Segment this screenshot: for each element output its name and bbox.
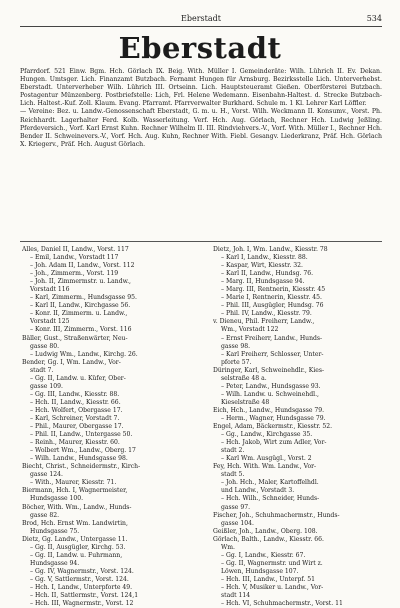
resident-entry-line: Fey, Hch. With. Wm. Landw., Vor- — [213, 463, 317, 471]
resident-entry-line: – Gg. II, Landw. u. Küfer, Ober- — [30, 374, 126, 382]
resident-entry-line: Brod, Hch. Ernst Wm. Landwirtin, — [22, 519, 128, 527]
resident-entry-line: – Karl, Schreiner, Vorstadt 7. — [30, 414, 120, 422]
resident-entry-line: – Hch. Jakob, Wirt zum Adler, Vor- — [221, 439, 327, 447]
resident-entry-line: – Gg. II, Wagnermstr. und Wirt z. — [221, 559, 323, 567]
resident-entry-line: gasse 124. — [30, 471, 63, 479]
resident-entry-line: – Gg. III, Landw., Kiesstr. 88. — [30, 390, 120, 398]
resident-entry-line: gasse 109. — [30, 382, 63, 390]
resident-entry-line: gasse 82. — [30, 511, 60, 519]
resident-entry-line: Görlach, Balth., Landw., Kiesstr. 66. — [213, 535, 324, 543]
resident-entry-line: gasse 97. — [221, 503, 251, 511]
resident-entry-line: – Phil., Maurer, Obergasse 17. — [30, 423, 124, 431]
resident-entry-line: – Joh. Hch., Maler, Kartoffelhdl. — [221, 479, 319, 487]
resident-entry-line: – Hch. II, Landw., Kiesstr. 66. — [30, 398, 121, 406]
resident-entry-line: – Marg. III, Rentnerin, Kiesstr. 45 — [221, 286, 326, 294]
resident-entry-line: – Reinh., Maurer, Kiesstr. 60. — [30, 439, 120, 447]
resident-entry-line: – Gg. IV, Wagnermstr., Vorst. 124. — [30, 567, 134, 575]
resident-entry-line: – Karl, Zimmerm., Hundsgasse 95. — [30, 294, 137, 302]
resident-entry-line: stadt 5. — [221, 471, 245, 479]
resident-entry-line: – Hch. VI, Schuhmachermstr., Vorst. 11 — [221, 600, 343, 608]
resident-entry-line: – With., Maurer, Kiesstr. 71. — [30, 479, 117, 487]
resident-entry-line: – Konr. II, Zimmerm. u. Landw., — [30, 310, 128, 318]
resident-entry-line: – Joh. Adam II, Landw., Vorst. 112 — [30, 262, 135, 270]
resident-entry-line: Dietz, Gg. Landw., Untergasse 11. — [22, 535, 128, 543]
page-number: 534 — [366, 14, 382, 23]
resident-entry-line: Hundsgasse 75. — [30, 527, 80, 535]
resident-entry-line: – Gg. II, Ausgügler, Kirchg. 53. — [30, 543, 126, 551]
resident-entry-line: – Hch. Wilh., Schneider, Hunds- — [221, 495, 320, 503]
resident-entry-line: – Herm., Wagner, Hundsgasse 79. — [221, 414, 326, 422]
running-header — [20, 14, 382, 27]
resident-entry-line: Böcher, With. Wm., Landw., Hunds- — [22, 503, 132, 511]
resident-entry-line: – Marg. II, Hundsgasse 94. — [221, 278, 305, 286]
resident-entry-line: Vorstadt 116 — [30, 286, 70, 294]
resident-entry-line: Alles, Daniel II, Landw., Vorst. 117 — [22, 246, 129, 253]
resident-entry-line: gasse 98. — [221, 342, 251, 350]
resident-entry-line: – Hch. III, Wagnermstr., Vorst. 12 — [30, 600, 134, 608]
resident-entry-line: – Karl II, Landw., Kirchgasse 56. — [30, 302, 131, 310]
resident-entry-line: Wm. — [221, 543, 235, 551]
resident-entry-line: v. Dieneu, Phil. Freiherr, Landw., — [213, 318, 315, 326]
resident-entry-line: – Phil. III, Ausgügler, Hundsg. 76 — [221, 302, 324, 310]
resident-entry-line: – Karl II, Landw., Hundsg. 76. — [221, 270, 314, 278]
resident-entry-line: gasse 80. — [30, 342, 60, 350]
resident-entry-line: – Phil. II, Landw., Untergasse 50. — [30, 431, 133, 439]
resident-entry-line: stadt 2. — [221, 447, 245, 455]
resident-entry-line: Engel, Adam, Bäckermstr., Kiesstr. 52. — [213, 423, 333, 431]
resident-entry-line: Wm., Vorstadt 122 — [221, 326, 279, 334]
resident-entry-line: – Hch. II, Sattlermstr., Vorst. 124,1 — [30, 592, 139, 600]
resident-entry-line: – Gg. I, Landw., Kiesstr. 67. — [221, 551, 306, 559]
associations-paragraph: — Vereine: Bez. u. Landw.-Genossenschaft Eberstadt, G. m. u. H., Vorst. Wilh. Weckmann II. Konsumv., Vorst. Ph. Reichhardt. Lagerhalter Ferd. Kolb. Wasserleitung. Verf. Hch. Aug. Görlach, Rechner Hch. Ludwig Jeßling. Pferdeversich., Vorf. Karl Ernst Kuhn. Rechner Wilhelm II. III. Rindviehvers.-V., Vorf. With. Müller I., Rechner Hch. Bender II. Schweinevers.-V., Vorf. Hch. Aug. Kuhn, Rechner With. Fiebl. Gesangv. Liederkranz, Präf. Hch. Görlach X. Kriegerv., Präf. Hch. August Görlach. — [20, 108, 382, 148]
resident-entry-line: Hundsgasse 100. — [30, 495, 84, 503]
resident-entry-line: – Peter, Landw., Hundsgasse 93. — [221, 382, 321, 390]
resident-entry-line: gasse 104. — [221, 519, 254, 527]
resident-entry-line: – Emil, Landw., Vorstadt 117 — [30, 254, 119, 262]
resident-entry-line: Vorstadt 125 — [30, 318, 70, 326]
resident-entry-line: – Gg., Landw., Kirchgasse 35. — [221, 431, 313, 439]
resident-entry-line: – Marie I, Rentnerin, Kiesstr. 45. — [221, 294, 322, 302]
residents-column-right — [213, 246, 394, 608]
resident-entry-line: pforte 57. — [221, 358, 252, 366]
resident-entry-line: Kieselstraße 48 — [221, 398, 270, 406]
resident-entry-line: – Ernst Freiherr, Landw., Hunds- — [221, 334, 323, 342]
intro-paragraph: Pfarrdorf. 521 Einw. Bgm. Hch. Görlach IX. Beig. With. Müller I. Gemeinderäte: Wilh. Lührich II. Ev. Dekan. Hungen. Umtsger. Lich. Finanzamt Butzbach. Fernamt Hungen für Arnsburg. Bezirksstelle Lich. Unterverhebst. Eberstadt. Unterverheber Wilh. Lührich III. Ortseinn. Lich. Hauptsteueramt Gießen. Oberförsterei Butzbach. Postagentur Münzenberg. Postbriefstelle: Lich, Frl. Helene Wedemann. Eisenbahn-Haltest. d. Strecke Butzbach-Lich. Haltest.-Kuf. Zoll. Klaum. Evang. Pfarramt. Pfarrverwalter Burkhard. Schule m. 1 Kl. Lehrer Karl Löffler. — [20, 68, 382, 108]
resident-entry-line: Biecht, Christ., Schneidermstr., Kirch- — [22, 463, 141, 471]
resident-entry-line: – Joh. II, Zimmermstr. u. Landw., — [30, 278, 131, 286]
resident-entry-line: Bender, Gg. I, Wm. Landw., Vor- — [22, 358, 121, 366]
resident-entry-line: – Konr. III, Zimmerm., Vorst. 116 — [30, 326, 132, 334]
resident-entry-line: Geißler, Joh., Landw., Oberg. 108. — [213, 527, 318, 535]
resident-entry-line: selstraße 48 a. — [221, 374, 267, 382]
resident-entry-line: Düringer, Karl, Schweinehdlr., Kies- — [213, 366, 325, 374]
town-title: Eberstadt — [118, 31, 282, 65]
section-divider — [20, 241, 382, 242]
resident-entry-line: und Landw., Vorstadt 3. — [221, 487, 295, 495]
resident-entry-line: Löwen, Hundsgasse 107. — [221, 567, 299, 575]
resident-entry-line: Hundsgasse 94. — [30, 559, 80, 567]
resident-entry-line: – Wilh. Landw., Hundsgasse 98. — [30, 455, 128, 463]
resident-entry-line: – Gg. II, Landw. u. Fuhrmann, — [30, 551, 123, 559]
resident-entry-line: – Hch. V, Musiker u. Landw., Vor- — [221, 583, 324, 591]
resident-entry-line: – Hch. I, Landw., Unterpforte 49. — [30, 583, 133, 591]
resident-entry-line: Fischer, Joh., Schuhmachermstr., Hunds- — [213, 511, 340, 519]
resident-entry-line: – Hch. III, Landw., Unterpf. 51 — [221, 575, 316, 583]
resident-entry-line: – Karl Freiherr, Schlosser, Unter- — [221, 350, 324, 358]
resident-entry-line: – Ludwig Wm., Landw., Kirchg. 26. — [30, 350, 138, 358]
resident-entry-line: – Karl I, Landw., Kiesstr. 88. — [221, 254, 308, 262]
resident-entry-line: – Phil. IV, Landw., Kiesstr. 79. — [221, 310, 312, 318]
resident-entry-line: Eich, Hch., Landw., Hundsgasse 79. — [213, 406, 325, 414]
resident-entry-line: – Karl Wm. Ausgügl., Vorst. 2 — [221, 455, 312, 463]
residents-column-left — [22, 246, 203, 608]
resident-entry-line: – Gg. V, Sattlermstr., Vorst. 124. — [30, 575, 129, 583]
resident-entry-line: Bäller, Gust., Straßenwärter, Neu- — [22, 334, 128, 342]
resident-entry-line: stadt 7. — [30, 366, 54, 374]
resident-entry-line: – Kaspar, Wirt, Kiesstr. 32. — [221, 262, 303, 270]
resident-entry-line: – Hch. Wolfert, Obergasse 17. — [30, 406, 123, 414]
resident-entry-line: – Joh., Zimmerm., Vorst. 119 — [30, 270, 119, 278]
resident-entry-line: – Wolbert Wm., Landw., Oberg. 17 — [30, 447, 136, 455]
resident-entry-line: – Wilh. Landw. u. Schweinehdl., — [221, 390, 319, 398]
resident-entry-line: stadt 114 — [221, 592, 251, 600]
town-description — [20, 68, 382, 149]
resident-entry-line: Dietz, Joh. I, Wm. Landw., Kiesstr. 78 — [213, 246, 328, 253]
running-header-title: Eberstadt — [181, 14, 221, 23]
resident-entry-line: Biermann, Hch. I, Wagnermeister, — [22, 487, 128, 495]
